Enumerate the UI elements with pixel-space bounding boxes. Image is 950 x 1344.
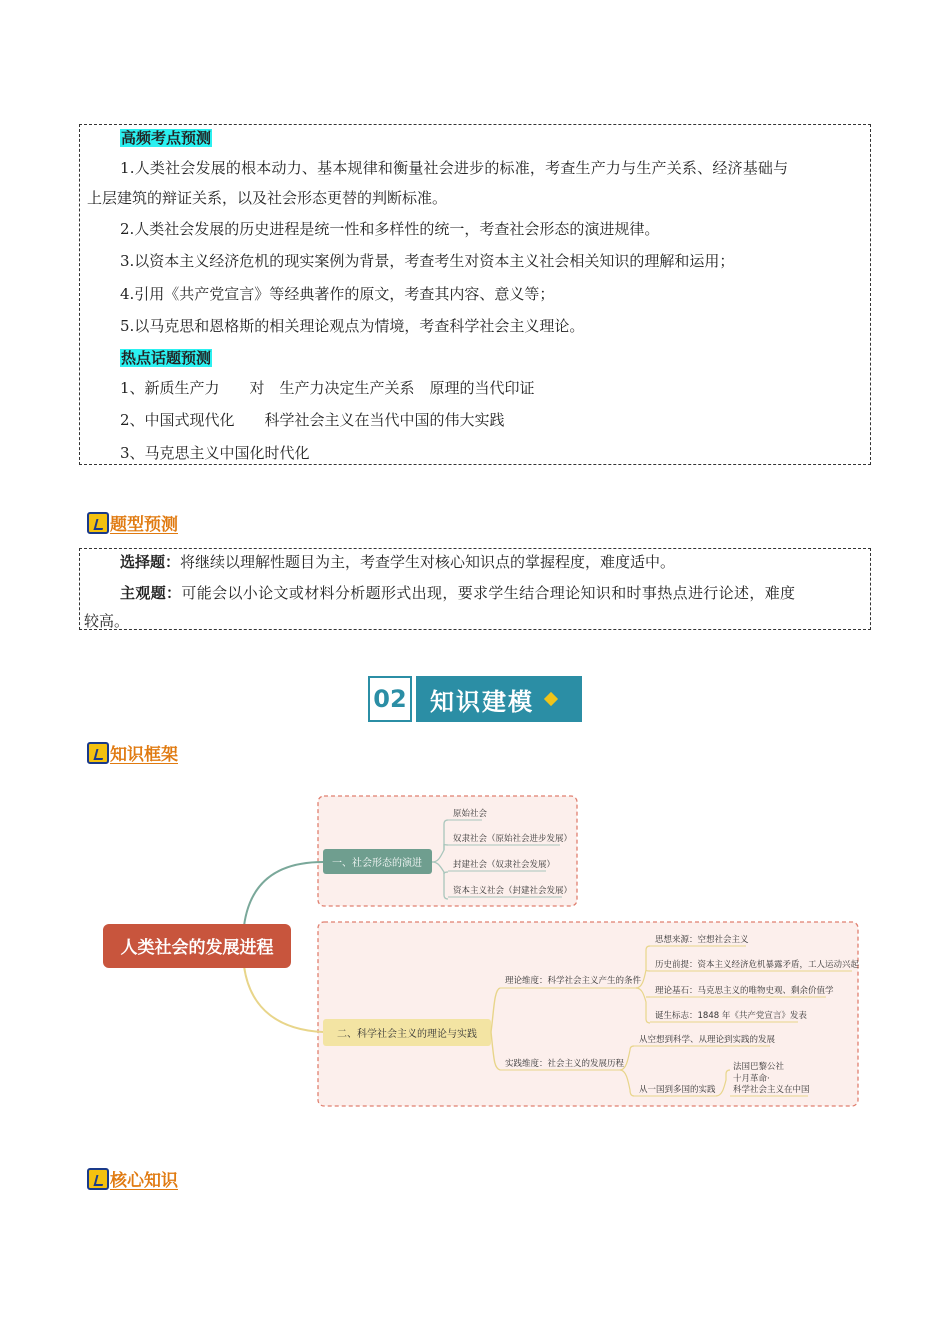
exam-prediction-line-3: 3.以资本主义经济危机的现实案例为背景，考查考生对资本主义社会相关知识的理解和运用； (120, 252, 735, 270)
exam-prediction-line-1b: 上层建筑的辩证关系，以及社会形态更替的判断标准。 (87, 189, 448, 207)
branch1-label: 一、社会形态的演进 (332, 858, 422, 869)
exam-prediction-line-1: 1.人类社会发展的根本动力、基本规律和衡量社会进步的标准，考查生产力与生产关系、经济基础与 (120, 159, 789, 177)
framework-heading: 知识框架 (87, 740, 178, 765)
theory-leaf-4: 诞生标志：1848 年《共产党宣言》发表 (655, 1011, 807, 1021)
question-type-subjective: 主观题：可能会以小论文或材料分析题形式出现，要求学生结合理论知识和时事热点进行论述，难度 (120, 584, 796, 602)
practice-sub-1: 从空想到科学、从理论到实践的发展 (639, 1035, 776, 1045)
hot-topic-item-1: 1、新质生产力 对 生产力决定生产关系 原理的当代印证 (120, 379, 535, 397)
exam-prediction-line-4: 4.引用《共产党宣言》等经典著作的原文，考查其内容、意义等； (120, 285, 555, 303)
hot-topic-item-2: 2、中国式现代化 科学社会主义在当代中国的伟大实践 (120, 411, 505, 429)
theory-leaf-2: 历史前提：资本主义经济危机暴露矛盾，工人运动兴起 (655, 960, 860, 970)
question-types-heading: 题型预测 (87, 510, 178, 535)
hot-topic-heading: 热点话题预测 (121, 349, 212, 367)
branch2-label: 二、科学社会主义的理论与实践 (337, 1029, 477, 1040)
practice-leaf-3: 科学社会主义在中国 (733, 1085, 810, 1095)
banner-number: 02 (368, 676, 412, 722)
notebook-icon (87, 1168, 109, 1190)
root-label: 人类社会的发展进程 (120, 938, 274, 958)
branch1-leaf-3: 封建社会（奴隶社会发展） (453, 860, 556, 870)
practice-leaf-1: 法国巴黎公社 (733, 1062, 785, 1072)
branch1-leaf-1: 原始社会 (453, 809, 488, 819)
theory-label: 理论维度：科学社会主义产生的条件 (505, 976, 642, 986)
exam-prediction-line-5: 5.以马克思和恩格斯的相关理论观点为情境，考查科学社会主义理论。 (120, 317, 585, 335)
exam-prediction-line-2: 2.人类社会发展的历史进程是统一性和多样性的统一，考查社会形态的演进规律。 (120, 220, 660, 238)
practice-leaf-2: 十月革命· (733, 1074, 770, 1084)
root-to-branch1-line (244, 862, 323, 926)
branch1-leaf-4: 资本主义社会（封建社会发展） (453, 886, 573, 896)
practice-label: 实践维度：社会主义的发展历程 (505, 1059, 625, 1069)
theory-leaf-1: 思想来源：空想社会主义 (655, 935, 749, 945)
question-type-choice: 选择题：将继续以理解性题目为主，考查学生对核心知识点的掌握程度，难度适中。 (120, 553, 676, 571)
exam-prediction-heading: 高频考点预测 (121, 129, 212, 147)
hot-topic-item-3: 3、马克思主义中国化时代化 (120, 444, 310, 462)
banner-title: 知识建模 (416, 676, 582, 722)
core-knowledge-heading: 核心知识 (87, 1166, 178, 1191)
question-type-subjective-cont: 较高。 (84, 612, 130, 630)
theory-leaf-3: 理论基石：马克思主义的唯物史观、剩余价值学 (655, 986, 834, 996)
branch1-leaf-2: 奴隶社会（原始社会进步发展） (453, 834, 573, 844)
root-to-branch2-line (244, 966, 323, 1032)
practice-sub-2: 从一国到多国的实践 (639, 1085, 716, 1095)
